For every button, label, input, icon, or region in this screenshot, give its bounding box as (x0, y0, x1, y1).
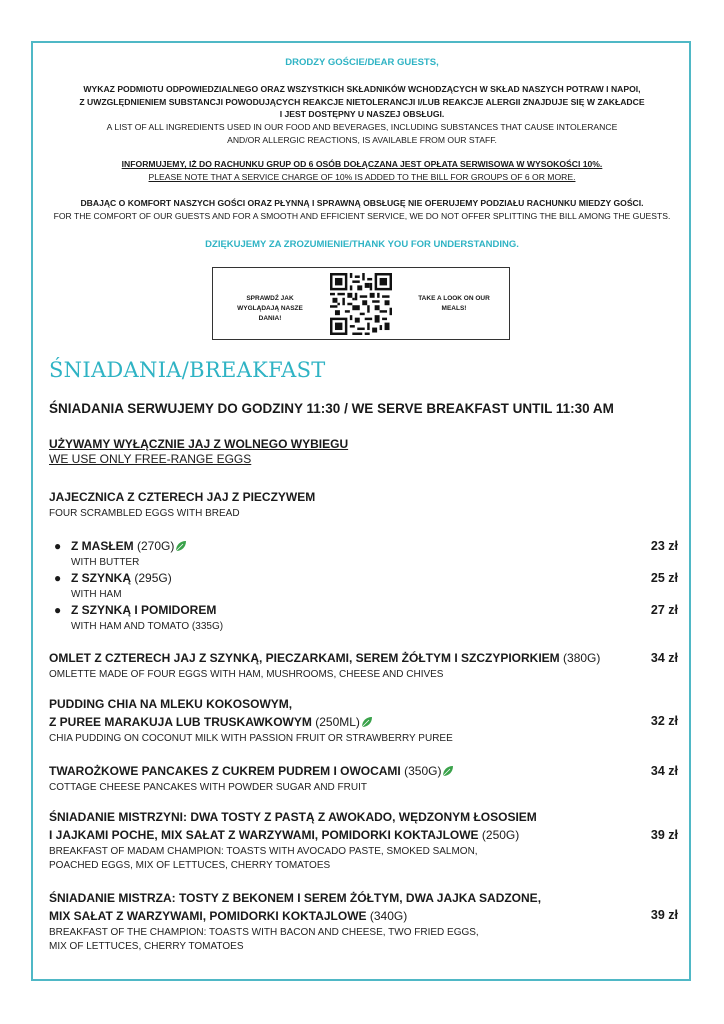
price: 23 zł (650, 539, 678, 553)
dish-sub: BREAKFAST OF THE CHAMPION: TOASTS WITH BACON AND CHEESE, TWO FRIED EGGS, (49, 927, 479, 938)
section-title: ŚNIADANIA/BREAKFAST (49, 358, 326, 382)
split-bill-en: FOR THE COMFORT OF OUR GUESTS AND FOR A SMOOTH AND EFFICIENT SERVICE, WE DO NOT OFFER SPLITTING THE BILL AMONG THE GUESTS. (53, 211, 671, 221)
thanks-note: DZIĘKUJEMY ZA ZROZUMIENIE/THANK YOU FOR UNDERSTANDING. (205, 239, 519, 250)
scrambled-sub: FOUR SCRAMBLED EGGS WITH BREAD (49, 508, 240, 519)
eggs-note-en: WE USE ONLY FREE-RANGE EGGS (49, 452, 252, 466)
vegetarian-leaf-icon (442, 765, 454, 777)
dish-name: OMLET Z CZTERECH JAJ Z SZYNKĄ, PIECZARKAMI, SEREM ŻÓŁTYM I SZCZYPIORKIEM (49, 651, 560, 665)
allergen-notice-en: A LIST OF ALL INGREDIENTS USED IN OUR FOOD AND BEVERAGES, INCLUDING SUBSTANCES THAT CAUSE INTOLERANCE AND/OR ALLERGIC REACTIONS, IS AVAILABLE FROM OUR STAFF. (106, 122, 618, 145)
price: 39 zł (650, 908, 678, 922)
qr-label-en: TAKE A LOOK ON OUR MEALS! (418, 295, 490, 312)
price: 27 zł (650, 603, 678, 617)
eggs-note-pl: UŻYWAMY WYŁĄCZNIE JAJ Z WOLNEGO WYBIEGU (49, 437, 349, 451)
dish-name-line2: I JAJKAMI POCHE, MIX SAŁAT Z WARZYWAMI, POMIDORKI KOKTAJLOWE (49, 828, 479, 842)
dish-name-line2: MIX SAŁAT Z WARZYWAMI, POMIDORKI KOKTAJLOWE (49, 909, 367, 923)
dish-weight: (340G) (369, 909, 408, 923)
dish-weight: (250G) (481, 828, 520, 842)
option-name: Z SZYNKĄ (71, 571, 131, 585)
option-sub: WITH BUTTER (71, 557, 140, 568)
dish-name: TWAROŻKOWE PANCAKES Z CUKREM PUDREM I OWOCAMI (49, 764, 401, 778)
dish-name-line2: Z PUREE MARAKUJA LUB TRUSKAWKOWYM (49, 715, 312, 729)
allergen-notice-pl: WYKAZ PODMIOTU ODPOWIEDZIALNEGO ORAZ WSZYSTKICH SKŁADNIKÓW WCHODZĄCYCH W SKŁAD NASZYCH POTRAW I NAPOI, Z UWZGLĘDNIENIEM SUBSTANCJI POWODUJĄCYCH REAKCJE NIETOLERANCJI I/LUB REAKCJE ALERGII ZNAJDUJE SIĘ W ZAKŁADCE I JEST DOSTĘPNY U NASZEJ OBSŁUGI. (79, 84, 645, 119)
dish-sub: BREAKFAST OF MADAM CHAMPION: TOASTS WITH AVOCADO PASTE, SMOKED SALMON, (49, 846, 478, 857)
dish-name: PUDDING CHIA NA MLEKU KOKOSOWYM, (49, 697, 293, 711)
vegetarian-leaf-icon (361, 716, 373, 728)
dish-name: ŚNIADANIE MISTRZA: TOSTY Z BEKONEM I SEREM ŻÓŁTYM, DWA JAJKA SADZONE, (49, 891, 542, 905)
price: 32 zł (650, 714, 678, 728)
qr-box (212, 267, 510, 340)
price: 39 zł (650, 828, 678, 842)
option-name: Z SZYNKĄ I POMIDOREM (71, 603, 217, 617)
notice-title: DRODZY GOŚCIE/DEAR GUESTS, (285, 57, 439, 68)
qr-code-icon[interactable] (330, 273, 392, 335)
option-weight: (270G) (137, 539, 175, 553)
bullet-icon: ● (54, 603, 62, 617)
price: 34 zł (650, 764, 678, 778)
breakfast-hours: ŚNIADANIA SERWUJEMY DO GODZINY 11:30 / WE SERVE BREAKFAST UNTIL 11:30 AM (49, 401, 614, 416)
price: 34 zł (650, 651, 678, 665)
vegetarian-leaf-icon (175, 540, 187, 552)
service-charge-pl: INFORMUJEMY, IŻ DO RACHUNKU GRUP OD 6 OSÓB DOŁĄCZANA JEST OPŁATA SERWISOWA W WYSOKOŚCI 10%. (121, 159, 603, 169)
dish-sub: CHIA PUDDING ON COCONUT MILK WITH PASSION FRUIT OR STRAWBERRY PUREE (49, 733, 453, 744)
dish-sub-line2: MIX OF LETTUCES, CHERRY TOMATOES (49, 941, 244, 952)
dish-weight: (380G) (563, 651, 601, 665)
price: 25 zł (650, 571, 678, 585)
dish-weight: (350G) (404, 764, 442, 778)
dish-weight: (250ML) (315, 715, 360, 729)
option-weight: (295G) (134, 571, 172, 585)
dish-sub: OMLETTE MADE OF FOUR EGGS WITH HAM, MUSHROOMS, CHEESE AND CHIVES (49, 669, 444, 680)
bullet-icon: ● (54, 571, 62, 585)
option-name: Z MASŁEM (71, 539, 134, 553)
dish-sub: COTTAGE CHEESE PANCAKES WITH POWDER SUGAR AND FRUIT (49, 782, 367, 793)
dish-sub-line2: POACHED EGGS, MIX OF LETTUCES, CHERRY TOMATOES (49, 860, 331, 871)
option-sub: WITH HAM AND TOMATO (335G) (71, 621, 224, 632)
service-charge-en: PLEASE NOTE THAT A SERVICE CHARGE OF 10% IS ADDED TO THE BILL FOR GROUPS OF 6 OR MORE. (148, 172, 576, 182)
dish-name: ŚNIADANIE MISTRZYNI: DWA TOSTY Z PASTĄ Z AWOKADO, WĘDZONYM ŁOSOSIEM (49, 810, 537, 824)
qr-label-pl: SPRAWDŹ JAK WYGLĄDAJĄ NASZE DANIA! (237, 295, 303, 322)
split-bill-pl: DBAJĄC O KOMFORT NASZYCH GOŚCI ORAZ PŁYNNĄ I SPRAWNĄ OBSŁUGĘ NIE OFERUJEMY PODZIAŁU RACHUNKU MIEDZY GOŚCI. (80, 198, 644, 208)
scrambled-title: JAJECZNICA Z CZTERECH JAJ Z PIECZYWEM (49, 490, 316, 504)
option-sub: WITH HAM (71, 589, 122, 600)
bullet-icon: ● (54, 539, 62, 553)
